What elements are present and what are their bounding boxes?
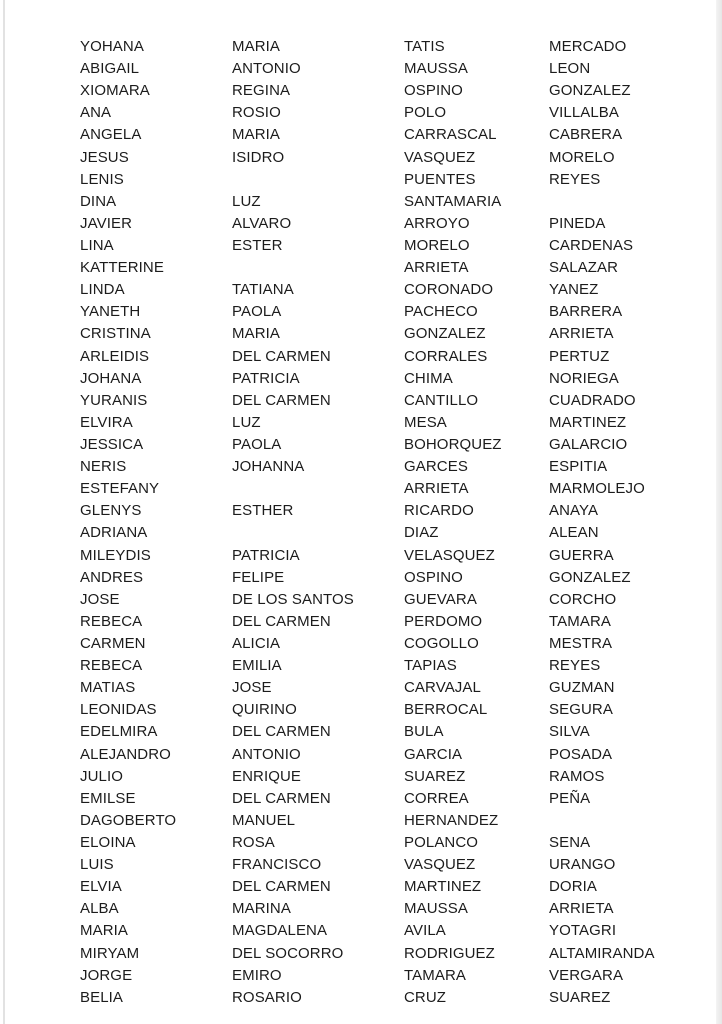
first-surname-cell: MAUSSA xyxy=(404,60,468,78)
middle-name-cell: ISIDRO xyxy=(232,148,285,166)
second-surname-cell: ARRIETA xyxy=(549,325,614,343)
names-table xyxy=(80,36,700,1009)
table-row xyxy=(80,788,700,810)
second-surname-cell: URANGO xyxy=(549,856,616,874)
second-surname-cell: VERGARA xyxy=(549,966,624,984)
middle-name-cell xyxy=(232,257,404,279)
middle-name-cell: DEL CARMEN xyxy=(232,391,331,409)
second-surname-cell: NORIEGA xyxy=(549,369,619,387)
first-surname-cell: SUAREZ xyxy=(404,767,466,785)
second-surname-cell: ALTAMIRANDA xyxy=(549,944,655,962)
first-name-cell: ANGELA xyxy=(80,126,142,144)
middle-name-cell: LUZ xyxy=(232,413,261,431)
first-surname-cell: GARCIA xyxy=(404,745,463,763)
middle-name-cell xyxy=(232,169,404,191)
first-name-cell: ALBA xyxy=(80,900,119,918)
second-surname-cell: ALEAN xyxy=(549,524,599,542)
table-row xyxy=(80,589,700,611)
first-name-cell: MIRYAM xyxy=(80,944,140,962)
middle-name-cell: LUZ xyxy=(232,192,261,210)
first-name-cell: ELVIRA xyxy=(80,413,133,431)
first-name-cell: LUIS xyxy=(80,856,114,874)
second-surname-cell: ANAYA xyxy=(549,502,599,520)
table-row xyxy=(80,810,700,832)
second-surname-cell: GONZALEZ xyxy=(549,568,631,586)
table-row xyxy=(80,257,700,279)
table-row xyxy=(80,655,700,677)
table-row xyxy=(80,36,700,58)
second-surname-cell: SALAZAR xyxy=(549,259,619,277)
middle-name-cell: PATRICIA xyxy=(232,369,300,387)
first-name-cell: EMILSE xyxy=(80,789,136,807)
second-surname-cell: PINEDA xyxy=(549,214,606,232)
middle-name-cell: DEL CARMEN xyxy=(232,789,331,807)
table-row xyxy=(80,102,700,124)
second-surname-cell: SUAREZ xyxy=(549,988,611,1006)
table-row xyxy=(80,721,700,743)
first-surname-cell: TAPIAS xyxy=(404,657,457,675)
first-name-cell: XIOMARA xyxy=(80,82,150,100)
first-surname-cell: RICARDO xyxy=(404,502,474,520)
middle-name-cell: TATIANA xyxy=(232,281,294,299)
second-surname-cell: MARMOLEJO xyxy=(549,480,645,498)
middle-name-cell: MARIA xyxy=(232,126,281,144)
first-name-cell: KATTERINE xyxy=(80,259,164,277)
first-surname-cell: HERNANDEZ xyxy=(404,811,499,829)
second-surname-cell: MARTINEZ xyxy=(549,413,627,431)
second-surname-cell: VILLALBA xyxy=(549,104,620,122)
table-row xyxy=(80,478,700,500)
middle-name-cell: ROSARIO xyxy=(232,988,302,1006)
second-surname-cell: GUZMAN xyxy=(549,679,615,697)
middle-name-cell: ESTER xyxy=(232,237,283,255)
first-surname-cell: ARRIETA xyxy=(404,259,469,277)
first-name-cell: ALEJANDRO xyxy=(80,745,171,763)
second-surname-cell: CORCHO xyxy=(549,590,617,608)
middle-name-cell: FELIPE xyxy=(232,568,285,586)
first-surname-cell: MESA xyxy=(404,413,447,431)
first-name-cell: MILEYDIS xyxy=(80,546,151,564)
table-row xyxy=(80,323,700,345)
first-name-cell: ESTEFANY xyxy=(80,480,160,498)
first-name-cell: GLENYS xyxy=(80,502,142,520)
first-name-cell: ELVIA xyxy=(80,878,122,896)
middle-name-cell: MAGDALENA xyxy=(232,922,328,940)
table-row xyxy=(80,301,700,323)
first-name-cell: JAVIER xyxy=(80,214,133,232)
first-surname-cell: TAMARA xyxy=(404,966,466,984)
table-row xyxy=(80,744,700,766)
second-surname-cell: BARRERA xyxy=(549,303,623,321)
middle-name-cell: MARIA xyxy=(232,325,281,343)
first-name-cell: REBECA xyxy=(80,657,143,675)
table-row xyxy=(80,545,700,567)
first-surname-cell: VASQUEZ xyxy=(404,148,476,166)
first-name-cell: MARIA xyxy=(80,922,129,940)
first-name-cell: JOHANA xyxy=(80,369,142,387)
middle-name-cell: PATRICIA xyxy=(232,546,300,564)
first-surname-cell: PUENTES xyxy=(404,170,476,188)
first-surname-cell: AVILA xyxy=(404,922,446,940)
table-row xyxy=(80,456,700,478)
middle-name-cell: JOSE xyxy=(232,679,272,697)
table-row xyxy=(80,169,700,191)
first-surname-cell: MORELO xyxy=(404,237,470,255)
table-row xyxy=(80,500,700,522)
first-name-cell: JESSICA xyxy=(80,436,144,454)
middle-name-cell: EMILIA xyxy=(232,657,282,675)
middle-name-cell: FRANCISCO xyxy=(232,856,322,874)
second-surname-cell: REYES xyxy=(549,657,601,675)
table-row xyxy=(80,920,700,942)
table-row xyxy=(80,124,700,146)
middle-name-cell: EMIRO xyxy=(232,966,282,984)
first-name-cell: LENIS xyxy=(80,170,124,188)
second-surname-cell: YANEZ xyxy=(549,281,599,299)
second-surname-cell: MESTRA xyxy=(549,635,613,652)
middle-name-cell: DEL CARMEN xyxy=(232,612,331,630)
first-surname-cell: CHIMA xyxy=(404,369,453,387)
table-row xyxy=(80,854,700,876)
first-surname-cell: OSPINO xyxy=(404,568,463,586)
first-surname-cell: CORREA xyxy=(404,789,469,807)
first-name-cell: CARMEN xyxy=(80,635,146,652)
first-surname-cell: CANTILLO xyxy=(404,391,479,409)
first-surname-cell: RODRIGUEZ xyxy=(404,944,495,962)
first-name-cell: YOHANA xyxy=(80,38,144,56)
first-surname-cell: MAUSSA xyxy=(404,900,468,918)
first-name-cell: MATIAS xyxy=(80,679,136,697)
first-name-cell: YURANIS xyxy=(80,391,148,409)
second-surname-cell: CABRERA xyxy=(549,126,623,144)
first-surname-cell: GARCES xyxy=(404,458,468,476)
first-name-cell: DAGOBERTO xyxy=(80,811,177,829)
first-name-cell: JORGE xyxy=(80,966,133,984)
table-row xyxy=(80,766,700,788)
middle-name-cell: DEL CARMEN xyxy=(232,723,331,741)
first-surname-cell: CARRASCAL xyxy=(404,126,497,144)
second-surname-cell: PEÑA xyxy=(549,789,591,807)
first-surname-cell: MARTINEZ xyxy=(404,878,482,896)
table-row xyxy=(80,633,700,655)
first-surname-cell: PACHECO xyxy=(404,303,478,321)
table-row xyxy=(80,368,700,390)
second-surname-cell: SILVA xyxy=(549,723,590,741)
table-row xyxy=(80,876,700,898)
second-surname-cell: MORELO xyxy=(549,148,615,166)
middle-name-cell: MARIA xyxy=(232,38,281,56)
first-surname-cell: SANTAMARIA xyxy=(404,192,502,210)
first-name-cell: LEONIDAS xyxy=(80,701,157,719)
table-row xyxy=(80,567,700,589)
middle-name-cell: ANTONIO xyxy=(232,745,301,763)
first-surname-cell: CRUZ xyxy=(404,988,447,1006)
table-row xyxy=(80,434,700,456)
second-surname-cell: POSADA xyxy=(549,745,613,763)
table-row xyxy=(80,390,700,412)
first-name-cell: ELOINA xyxy=(80,833,136,851)
first-surname-cell: GUEVARA xyxy=(404,590,477,608)
second-surname-cell: ESPITIA xyxy=(549,458,608,476)
second-surname-cell: PERTUZ xyxy=(549,347,610,365)
first-surname-cell: GONZALEZ xyxy=(404,325,486,343)
middle-name-cell: DE LOS SANTOS xyxy=(232,590,354,608)
page-right-edge xyxy=(716,0,722,1024)
first-name-cell: ABIGAIL xyxy=(80,60,140,78)
first-name-cell: ARLEIDIS xyxy=(80,347,150,365)
table-row xyxy=(80,80,700,102)
second-surname-cell: CUADRADO xyxy=(549,391,636,409)
first-name-cell: LINDA xyxy=(80,281,125,299)
second-surname-cell: GALARCIO xyxy=(549,436,628,454)
middle-name-cell: DEL CARMEN xyxy=(232,878,331,896)
middle-name-cell: ALICIA xyxy=(232,635,281,652)
second-surname-cell: SEGURA xyxy=(549,701,613,719)
middle-name-cell: PAOLA xyxy=(232,303,282,321)
first-surname-cell: VASQUEZ xyxy=(404,856,476,874)
table-row xyxy=(80,611,700,633)
second-surname-cell: DORIA xyxy=(549,878,598,896)
first-surname-cell: ARRIETA xyxy=(404,480,469,498)
second-surname-cell: CARDENAS xyxy=(549,237,634,255)
second-surname-cell xyxy=(549,810,700,832)
first-name-cell: EDELMIRA xyxy=(80,723,158,741)
first-name-cell: DINA xyxy=(80,192,117,210)
second-surname-cell: SENA xyxy=(549,833,591,851)
middle-name-cell: DEL SOCORRO xyxy=(232,944,344,962)
second-surname-cell: LEON xyxy=(549,60,591,78)
first-surname-cell: PERDOMO xyxy=(404,612,483,630)
table-row xyxy=(80,699,700,721)
first-surname-cell: ARROYO xyxy=(404,214,470,232)
table-row xyxy=(80,522,700,544)
first-name-cell: ANA xyxy=(80,104,112,122)
second-surname-cell: MERCADO xyxy=(549,38,627,56)
first-name-cell: LINA xyxy=(80,237,114,255)
first-surname-cell: OSPINO xyxy=(404,82,463,100)
middle-name-cell: DEL CARMEN xyxy=(232,347,331,365)
first-name-cell: REBECA xyxy=(80,612,143,630)
middle-name-cell xyxy=(232,478,404,500)
middle-name-cell: ENRIQUE xyxy=(232,767,302,785)
first-name-cell: JULIO xyxy=(80,767,124,785)
middle-name-cell: MARINA xyxy=(232,900,291,918)
first-surname-cell: COGOLLO xyxy=(404,635,479,652)
first-surname-cell: POLANCO xyxy=(404,833,479,851)
middle-name-cell: ROSA xyxy=(232,833,275,851)
table-row xyxy=(80,279,700,301)
table-row xyxy=(80,213,700,235)
second-surname-cell: GUERRA xyxy=(549,546,614,564)
table-row xyxy=(80,898,700,920)
middle-name-cell: REGINA xyxy=(232,82,291,100)
table-row xyxy=(80,942,700,964)
table-row xyxy=(80,412,700,434)
first-name-cell: CRISTINA xyxy=(80,325,151,343)
middle-name-cell: PAOLA xyxy=(232,436,282,454)
first-surname-cell: BOHORQUEZ xyxy=(404,436,502,454)
middle-name-cell: ANTONIO xyxy=(232,60,301,78)
middle-name-cell: JOHANNA xyxy=(232,458,305,476)
table-row xyxy=(80,965,700,987)
table-row xyxy=(80,147,700,169)
first-surname-cell: CORONADO xyxy=(404,281,494,299)
table-row xyxy=(80,191,700,213)
second-surname-cell: REYES xyxy=(549,170,601,188)
page-left-edge xyxy=(3,0,5,1024)
first-name-cell: JESUS xyxy=(80,148,129,166)
first-surname-cell: POLO xyxy=(404,104,447,122)
first-name-cell: YANETH xyxy=(80,303,141,321)
second-surname-cell: ARRIETA xyxy=(549,900,614,918)
table-row xyxy=(80,832,700,854)
first-name-cell: NERIS xyxy=(80,458,127,476)
first-name-cell: ANDRES xyxy=(80,568,144,586)
second-surname-cell: TAMARA xyxy=(549,612,611,630)
middle-name-cell: ROSIO xyxy=(232,104,281,122)
middle-name-cell: QUIRINO xyxy=(232,701,297,719)
second-surname-cell: YOTAGRI xyxy=(549,922,617,940)
names-table-body xyxy=(80,36,700,1009)
second-surname-cell: RAMOS xyxy=(549,767,605,785)
first-surname-cell: BERROCAL xyxy=(404,701,488,719)
first-name-cell: JOSE xyxy=(80,590,120,608)
table-row xyxy=(80,58,700,80)
table-row xyxy=(80,346,700,368)
table-row xyxy=(80,677,700,699)
first-surname-cell: CORRALES xyxy=(404,347,488,365)
first-surname-cell: BULA xyxy=(404,723,444,741)
middle-name-cell: MANUEL xyxy=(232,811,296,829)
table-row xyxy=(80,235,700,257)
middle-name-cell xyxy=(232,522,404,544)
middle-name-cell: ESTHER xyxy=(232,502,294,520)
table-row xyxy=(80,987,700,1009)
first-surname-cell: CARVAJAL xyxy=(404,679,481,697)
second-surname-cell: GONZALEZ xyxy=(549,82,631,100)
first-surname-cell: DIAZ xyxy=(404,524,439,542)
first-name-cell: ADRIANA xyxy=(80,524,148,542)
first-surname-cell: TATIS xyxy=(404,38,445,56)
first-surname-cell: VELASQUEZ xyxy=(404,546,495,564)
middle-name-cell: ALVARO xyxy=(232,214,292,232)
first-name-cell: BELIA xyxy=(80,988,124,1006)
second-surname-cell xyxy=(549,191,700,213)
